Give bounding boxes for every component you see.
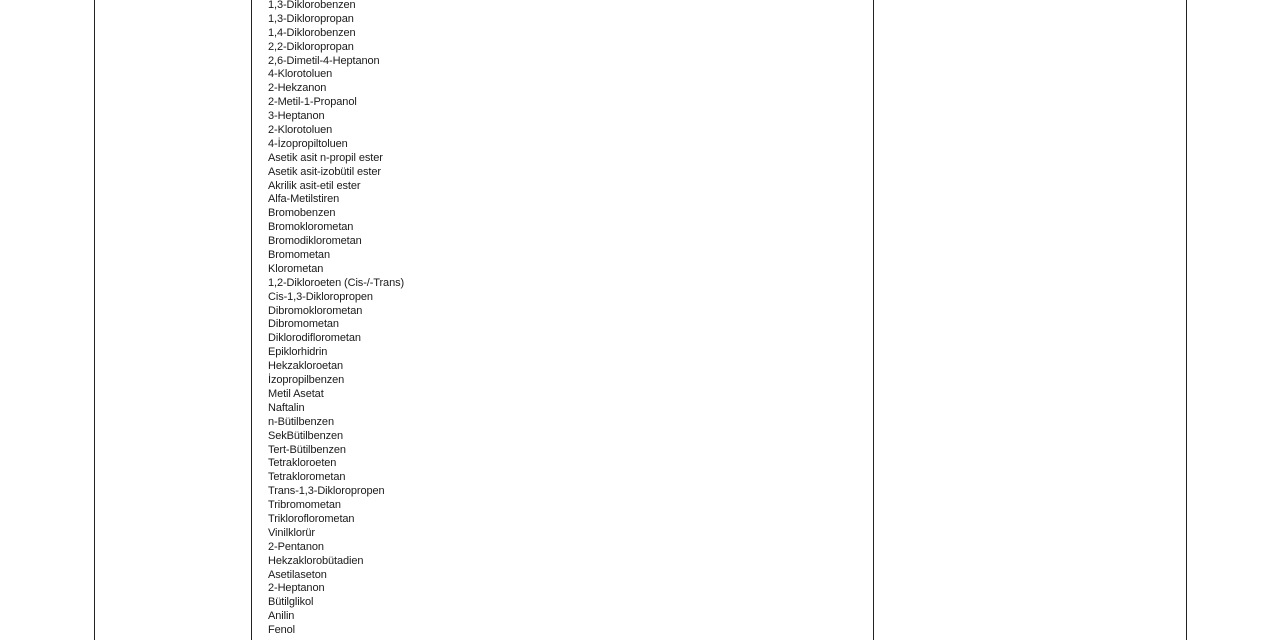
list-item: Bromometan bbox=[268, 249, 330, 262]
list-item: 1,3-Diklorobenzen bbox=[268, 0, 356, 11]
list-item: Bromodiklorometan bbox=[268, 235, 362, 248]
list-item: İzopropilbenzen bbox=[268, 374, 345, 387]
list-item: Asetik asit-izobütil ester bbox=[268, 165, 381, 178]
list-item: Metil Asetat bbox=[268, 387, 324, 400]
list-item: Dibromoklorometan bbox=[268, 304, 363, 317]
list-item: Bromobenzen bbox=[268, 207, 336, 220]
list-item: 1,4-Diklorobenzen bbox=[268, 26, 356, 39]
list-item: Naftalin bbox=[268, 401, 305, 414]
list-item: Hekzaklorobütadien bbox=[268, 554, 364, 567]
list-item: Bromoklorometan bbox=[268, 221, 354, 234]
list-item: 1,2-Dikloroeten (Cis-/-Trans) bbox=[268, 276, 405, 289]
table-border-right bbox=[1186, 0, 1187, 640]
list-item: Trikloroflorometan bbox=[268, 512, 355, 525]
list-item: 2,2-Dikloropropan bbox=[268, 40, 354, 53]
list-item: Asetilaseton bbox=[268, 568, 327, 581]
list-item: SekBütilbenzen bbox=[268, 429, 344, 442]
list-item: Tetrakloroeten bbox=[268, 457, 337, 470]
list-item: Epiklorhidrin bbox=[268, 346, 328, 359]
list-item: Klorometan bbox=[268, 262, 324, 275]
list-item: 2-Klorotoluen bbox=[268, 124, 333, 137]
list-item: Alfa-Metilstiren bbox=[268, 193, 340, 206]
list-item: 2-Metil-1-Propanol bbox=[268, 96, 357, 109]
list-item: Akrilik asit-etil ester bbox=[268, 179, 361, 192]
table-column-divider bbox=[873, 0, 874, 640]
list-item: Hekzakloroetan bbox=[268, 360, 344, 373]
list-item: Tetraklorometan bbox=[268, 471, 346, 484]
list-item: 4-İzopropiltoluen bbox=[268, 137, 348, 150]
list-item: Anilin bbox=[268, 610, 295, 623]
list-item: Asetik asit n-propil ester bbox=[268, 151, 383, 164]
list-item: Fenol bbox=[268, 624, 296, 637]
list-item: 2-Hekzanon bbox=[268, 82, 327, 95]
list-item: Vinilklorür bbox=[268, 526, 315, 539]
list-item: 1,3-Dikloropropan bbox=[268, 12, 354, 25]
list-item: Cis-1,3-Dikloropropen bbox=[268, 290, 373, 303]
chemical-list bbox=[268, 0, 404, 638]
list-item: 3-Heptanon bbox=[268, 110, 325, 123]
list-item: n-Bütilbenzen bbox=[268, 415, 334, 428]
list-item: 2-Pentanon bbox=[268, 540, 324, 553]
list-item: Dibromometan bbox=[268, 318, 339, 331]
table-column-divider bbox=[251, 0, 252, 640]
table-border-left bbox=[94, 0, 95, 640]
list-item: 2,6-Dimetil-4-Heptanon bbox=[268, 54, 380, 67]
list-item: Diklorodiflorometan bbox=[268, 332, 361, 345]
list-item: 4-Klorotoluen bbox=[268, 68, 333, 81]
list-item: 2-Heptanon bbox=[268, 582, 325, 595]
list-item: Trans-1,3-Dikloropropen bbox=[268, 485, 385, 498]
list-item: Bütilglikol bbox=[268, 596, 314, 609]
list-item: Tribromometan bbox=[268, 499, 341, 512]
list-item: Tert-Bütilbenzen bbox=[268, 443, 346, 456]
